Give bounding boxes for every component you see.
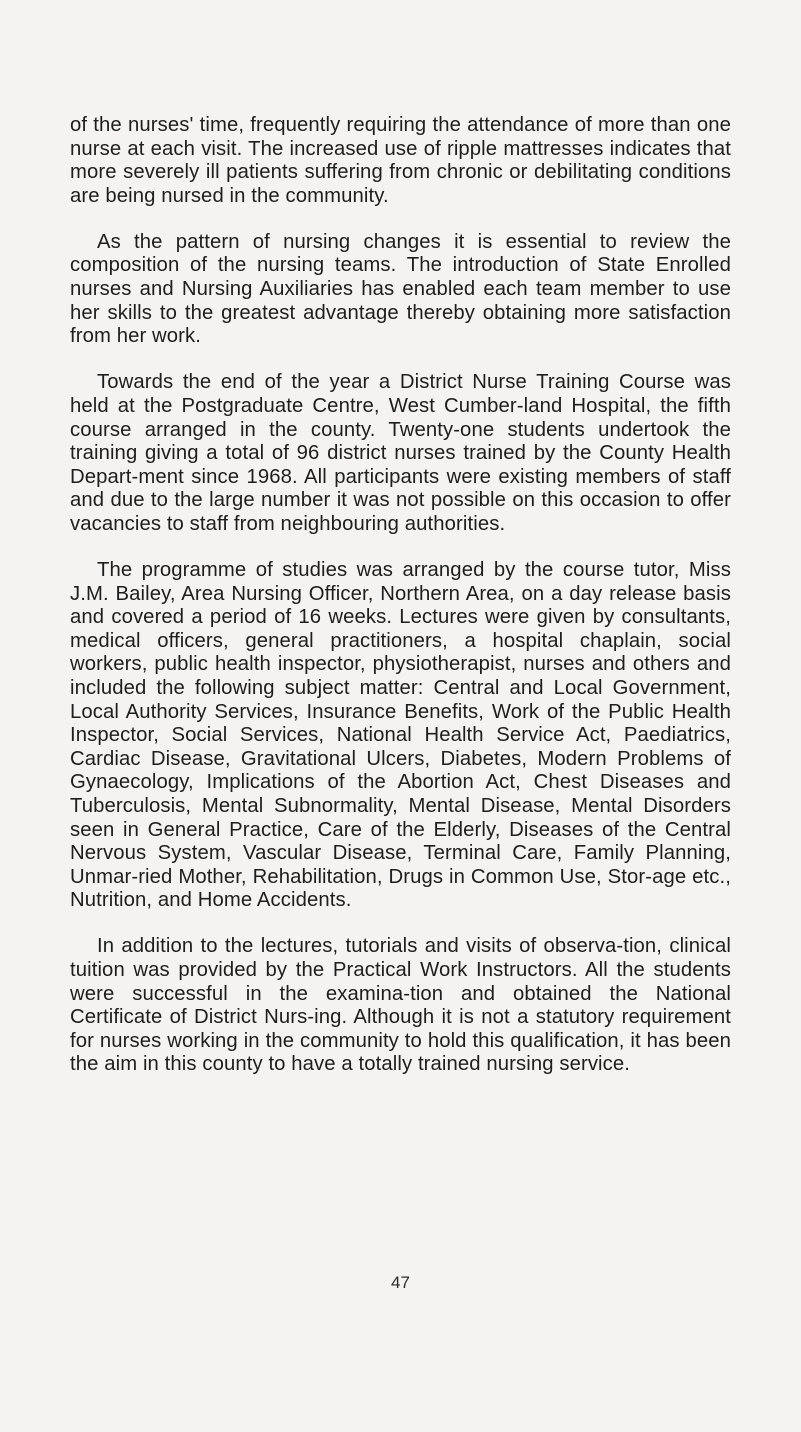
page-number: 47 bbox=[391, 1273, 410, 1292]
paragraph-clinical-tuition: In addition to the lectures, tutorials and visits of observa-tion, clinical tuition was provided by the Practical Work Instructors. All the students were successful in the examina-tion and obtained the National Certificate of District Nurs-ing. Although it is not a statutory requirement for nurses working in the community to hold this qualification, it has been the aim in this county to have a totally trained nursing service. bbox=[70, 935, 731, 1076]
paragraph-continuation: of the nurses' time, frequently requiring the attendance of more than one nurse at each visit. The increased use of ripple mattresses indicates that more severely ill patients suffering from chronic or debilitating conditions are being nursed in the community. bbox=[70, 114, 731, 207]
paragraph-training-course: Towards the end of the year a District Nurse Training Course was held at the Postgraduate Centre, West Cumber-land Hospital, the fifth course arranged in the county. Twenty-one students undertook the training giving a total of 96 district nurses trained by the County Health Depart-ment since 1968. All participants were existing members of staff and due to the large number it was not possible on this occasion to offer vacancies to staff from neighbouring authorities. bbox=[70, 371, 731, 535]
paragraph-nursing-teams: As the pattern of nursing changes it is essential to review the composition of the nursing teams. The introduction of State Enrolled nurses and Nursing Auxiliaries has enabled each team member to use her skills to the greatest advantage thereby obtaining more satisfaction from her work. bbox=[70, 230, 731, 348]
paragraph-programme-of-studies: The programme of studies was arranged by the course tutor, Miss J.M. Bailey, Area Nursing Officer, Northern Area, on a day release basis and covered a period of 16 weeks. Lectures were given by consultants, medical officers, general practitioners, a hospital chaplain, social workers, public health inspector, physiotherapist, nurses and others and included the following subject matter: Central and Local Government, Local Authority Services, Insurance Benefits, Work of the Public Health Inspector, Social Services, National Health Service Act, Paediatrics, Cardiac Disease, Gravitational Ulcers, Diabetes, Modern Problems of Gynaecology, Implications of the Abortion Act, Chest Diseases and Tuberculosis, Mental Subnormality, Mental Disease, Mental Disorders seen in General Practice, Care of the Elderly, Diseases of the Central Nervous System, Vascular Disease, Terminal Care, Family Planning, Unmar-ried Mother, Rehabilitation, Drugs in Common Use, Stor-age etc., Nutrition, and Home Accidents. bbox=[70, 559, 731, 912]
